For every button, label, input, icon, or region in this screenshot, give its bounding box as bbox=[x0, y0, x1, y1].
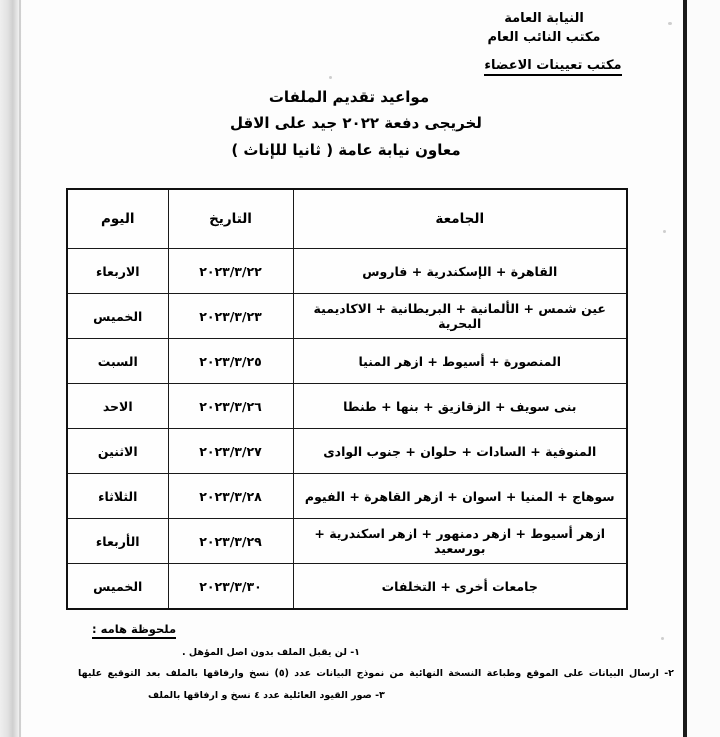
notes-title-text: ملحوظة هامه : bbox=[92, 622, 176, 639]
letterhead-bureau: مكتب النائب العام bbox=[487, 29, 601, 45]
cell-university: القاهرة + الإسكندرية + فاروس bbox=[293, 249, 627, 294]
table-row bbox=[67, 294, 627, 339]
column-header-date: التاريخ bbox=[168, 189, 293, 249]
table-row bbox=[67, 474, 627, 519]
cell-university: جامعات أخرى + التخلفات bbox=[293, 564, 627, 610]
scan-speck bbox=[329, 76, 332, 79]
cell-date: ٢٠٢٣/٣/٢٦ bbox=[168, 384, 293, 429]
cell-day: الخميس bbox=[67, 564, 168, 610]
table-body bbox=[67, 249, 627, 610]
column-header-university: الجامعة bbox=[293, 189, 627, 249]
cell-date: ٢٠٢٣/٣/٢٧ bbox=[168, 429, 293, 474]
cell-day: الخميس bbox=[67, 294, 168, 339]
note-item-3: ٣- صور القيود العائلية عدد ٤ نسخ و ارفاقها بالملف bbox=[148, 689, 385, 701]
notes-title bbox=[92, 618, 692, 637]
notes-section bbox=[60, 618, 692, 703]
column-header-day: اليوم bbox=[67, 189, 168, 249]
cell-day: الاثنين bbox=[67, 429, 168, 474]
table-header-row bbox=[67, 189, 627, 249]
schedule-table-container bbox=[68, 188, 628, 610]
cell-date: ٢٠٢٣/٣/٣٠ bbox=[168, 564, 293, 610]
cell-university: المنصورة + أسيوط + ازهر المنيا bbox=[293, 339, 627, 384]
cell-day: السبت bbox=[67, 339, 168, 384]
cell-university: المنوفية + السادات + حلوان + جنوب الوادى bbox=[293, 429, 627, 474]
cell-date: ٢٠٢٣/٣/٢٥ bbox=[168, 339, 293, 384]
cell-university: سوهاج + المنيا + اسوان + ازهر القاهرة + الفيوم bbox=[293, 474, 627, 519]
cell-date: ٢٠٢٣/٣/٢٩ bbox=[168, 519, 293, 564]
cell-day: الأربعاء bbox=[67, 519, 168, 564]
cell-university: بنى سويف + الزقازيق + بنها + طنطا bbox=[293, 384, 627, 429]
table-header bbox=[67, 189, 627, 249]
cell-date: ٢٠٢٣/٣/٢٣ bbox=[168, 294, 293, 339]
scan-speck bbox=[663, 230, 666, 233]
table-row bbox=[67, 384, 627, 429]
cell-day: الاربعاء bbox=[67, 249, 168, 294]
cell-date: ٢٠٢٣/٣/٢٢ bbox=[168, 249, 293, 294]
letterhead-office: مكتب تعيينات الاعضاء bbox=[484, 58, 621, 76]
letterhead bbox=[404, 10, 684, 76]
title-line-3: معاون نيابة عامة ( ثانيا للإناث ) bbox=[231, 140, 461, 159]
cell-day: الاحد bbox=[67, 384, 168, 429]
cell-day: الثلاثاء bbox=[67, 474, 168, 519]
cell-university: عين شمس + الألمانية + البريطانية + الاكاديمية البحرية bbox=[293, 294, 627, 339]
letterhead-authority: النيابة العامة bbox=[504, 11, 584, 26]
cell-university: ازهر أسيوط + ازهر دمنهور + ازهر اسكندرية + بورسعيد bbox=[293, 519, 627, 564]
table-row bbox=[67, 339, 627, 384]
title-line-1: مواعيد تقديم الملفات bbox=[268, 88, 430, 106]
title-line-2: لخريجى دفعة ٢٠٢٢ جيد على الاقل bbox=[230, 114, 482, 133]
note-item-2: ٢- ارسال البيانات على الموقع وطباعة النسخة النهائية من نموذج البيانات عدد (٥) نسخ وارفاقها بالملف بعد التوقيع عليها bbox=[78, 668, 674, 680]
schedule-table bbox=[66, 188, 628, 610]
table-row bbox=[67, 564, 627, 610]
table-row bbox=[67, 249, 627, 294]
cell-date: ٢٠٢٣/٣/٢٨ bbox=[168, 474, 293, 519]
document-title bbox=[0, 84, 720, 163]
note-item-1: ١- لن يقبل الملف بدون اصل المؤهل . bbox=[182, 647, 360, 658]
table-row bbox=[67, 429, 627, 474]
table-row bbox=[67, 519, 627, 564]
